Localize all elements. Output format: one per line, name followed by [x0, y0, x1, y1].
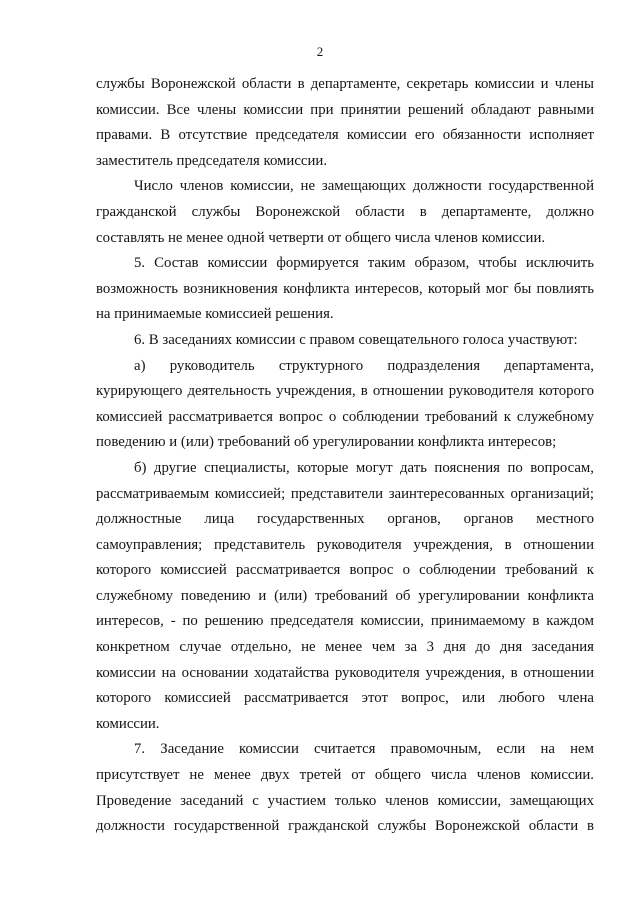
paragraph	[96, 456, 594, 738]
text-line: правами. В отсутствие председателя комиссии его обязанности исполняет	[96, 127, 594, 144]
text-line: гражданской службы Воронежской области в департаменте, должно	[96, 203, 594, 220]
text-line: которого комиссией рассматривается вопрос о соблюдении требований к	[96, 562, 594, 579]
text-line: служебному поведению и (или) требований об урегулировании конфликта	[96, 587, 594, 604]
text-line: комиссии на основании ходатайства руководителя учреждения, в отношении	[96, 664, 594, 681]
paragraph	[96, 174, 594, 251]
text-line: составлять не менее одной четверти от общего числа членов комиссии.	[96, 229, 546, 246]
text-line: должности государственной гражданской службы Воронежской области в	[96, 818, 594, 835]
text-line: б) другие специалисты, которые могут дать пояснения по вопросам,	[134, 459, 594, 476]
text-line: присутствует не менее двух третей от общего числа членов комиссии.	[96, 767, 594, 784]
text-line: заместитель председателя комиссии.	[96, 152, 328, 169]
text-line: которого комиссией рассматривается этот вопрос, или любого члена	[96, 690, 594, 707]
text-line: поведению и (или) требований об урегулировании конфликта интересов;	[96, 434, 557, 451]
text-line: 7. Заседание комиссии считается правомочным, если на нем	[134, 741, 594, 758]
text-line: 6. В заседаниях комиссии с правом совещательного голоса участвуют:	[134, 331, 578, 348]
text-line: Число членов комиссии, не замещающих должности государственной	[134, 178, 594, 195]
text-line: конкретном случае отдельно, не менее чем за 3 дня до дня заседания	[96, 639, 594, 656]
text-line: курирующего деятельность учреждения, в отношении руководителя которого	[96, 383, 594, 400]
text-line: на принимаемые комиссией решения.	[96, 306, 334, 323]
paragraph	[96, 251, 594, 328]
text-line: комиссии. Все члены комиссии при принятии решений обладают равными	[96, 101, 594, 118]
text-line: комиссии.	[96, 715, 160, 732]
text-line: 5. Состав комиссии формируется таким образом, чтобы исключить	[134, 255, 594, 272]
text-line: службы Воронежской области в департаменте, секретарь комиссии и члены	[96, 76, 594, 92]
paragraph	[96, 72, 594, 174]
text-line: должностные лица государственных органов, органов местного	[96, 511, 594, 528]
text-line: комиссией рассматривается вопрос о соблюдении требований к служебному	[96, 408, 594, 425]
page-number: 2	[316, 44, 324, 59]
paragraph	[96, 328, 594, 354]
text-line: самоуправления; представитель руководителя учреждения, в отношении	[96, 536, 594, 553]
paragraph	[96, 737, 594, 839]
text-line: интересов, - по решению председателя комиссии, принимаемому в каждом	[96, 613, 594, 630]
text-line: рассматриваемым комиссией; представители заинтересованных организаций;	[96, 485, 594, 502]
paragraph	[96, 354, 594, 456]
text-line: Проведение заседаний с участием только членов комиссии, замещающих	[96, 792, 594, 809]
text-line: а) руководитель структурного подразделения департамента,	[134, 357, 594, 374]
document-body	[96, 72, 594, 840]
text-line: возможность возникновения конфликта интересов, который мог бы повлиять	[96, 280, 594, 297]
